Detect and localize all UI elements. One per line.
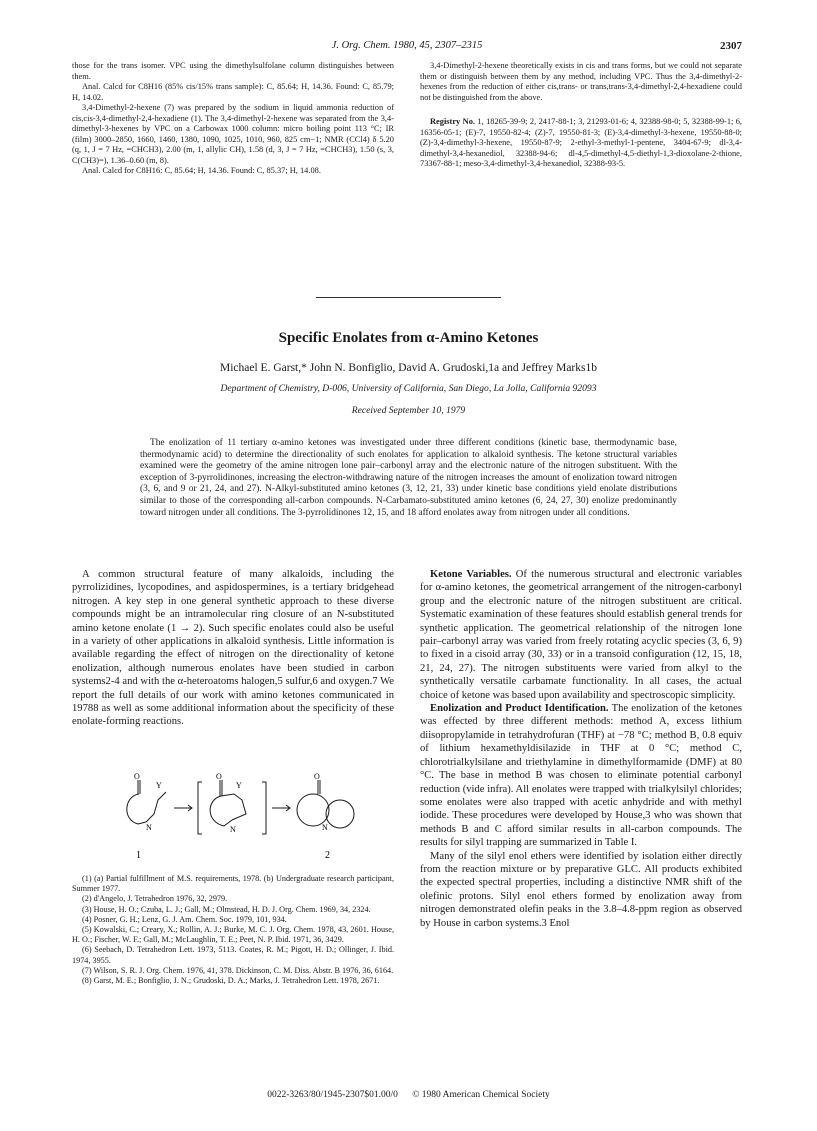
journal-citation: J. Org. Chem. 1980, 45, 2307–2315 — [331, 40, 483, 51]
article-affiliation: Department of Chemistry, D-006, University of California, San Diego, La Jolla, California 92093 — [220, 383, 597, 394]
received-date: Received September 10, 1979 — [351, 405, 466, 416]
nitrogen-label: N — [230, 825, 236, 834]
body-left-column — [72, 568, 394, 729]
ketone-variables-paragraph: Ketone Variables. Of the numerous structural and electronic variables for α-amino ketones, the geometrical arrangement of the nitrogen-carbonyl group and the electronic nature of the nitrogen substituent are critical. Systematic examination of these features should establish general trends for synthetic application. The geometrical relationship of the nitrogen lone pair–carbonyl array was varied from freely rotating acyclic species (3, 6, 9) to fixed in a cisoid array (30, 33) or in a transoid configuration (12, 15, 18, 21, 24, 27). The nitrogen substituents were varied from alkyl to the synthetically versatile carbamate functionality. In all cases, the actual choice of ketone was based upon availability and spectroscopic simplicity. — [420, 569, 743, 701]
abstract-text: The enolization of 11 tertiary α-amino ketones was investigated under three different conditions (kinetic base, thermodynamic base, thermodynamic acid) to determine the directionality of such enolates for application to alkaloid synthesis. The ketone structural variables examined were the geometry of the amine nitrogen lone pair–carbonyl array and the electronic nature of the nitrogen substituent. With the exception of 3-pyrrolidinones, increasing the electron-withdrawing nature of the nitrogen increases the amount of enolization toward nitrogen (3, 6, and 9 or 21, 24, and 27). N-Alkyl-substituted amino ketones (3, 12, 21, 33) under kinetic base conditions yield enolate distributions similar to those of the corresponding all-carbon compounds. N-Carbamato-substituted amino ketones (6, 24, 27, 30) enolize predominantly toward nitrogen under all conditions. The 3-pyrrolidinones 12, 15, and 18 afford enolates away from nitrogen under all conditions. — [140, 438, 677, 518]
registry-label: Registry No. — [430, 117, 475, 126]
footnote: (5) Kowalski, C.; Creary, X.; Rollin, A. J.; Burke, M. C. J. Org. Chem. 1978, 43, 2601. House, H. O.; Fischer, W. F.; Gall, M.; McLaughlin, T. E.; Peet, N. P. Ibid. 1971, 36, 3429. — [72, 925, 394, 945]
prev-paragraph: Anal. Calcd for C8H16: C, 85.64; H, 14.36. Found: C, 85.37; H, 14.08. — [82, 166, 321, 175]
section-heading: Ketone Variables. — [430, 569, 512, 580]
article-code: 0022-3263/80/1945-2307$01.00/0 — [267, 1090, 398, 1100]
prev-paragraph: 3,4-Dimethyl-2-hexene theoretically exists in cis and trans forms, but we could not separate them or distinguish between them by any method, including VPC. Thus the 3,4-dimethyl-2-hexenes from the reduction of either cis,trans- or trans,trans-3,4-dimethyl-2,4-hexadiene could not be distinguished from the above. — [420, 61, 742, 102]
footnotes — [72, 874, 394, 986]
article-title: Specific Enolates from α-Amino Ketones — [278, 330, 539, 346]
registry-text: 1, 18265-39-9; 2, 2417-88-1; 3, 21293-01-6; 4, 32388-98-0; 5, 32388-99-1; 6, 16356-05-1; (E)-7, 19550-82-4; (Z)-7, 19550-81-3; (E)-3,4-dimethyl-3-hexene, 19550-88-0; (Z)-3,4-dimethyl-3-hexene, 19550-87-9; 2-ethyl-3-methyl-1-pentene, 3404-67-9; dl-3,4-dimethyl-3,4-hexanediol, 32388-94-6; dl-4,5-dimethyl-4,5-diethyl-1,3-dioxolane-2-thione, 73367-88-1; meso-3,4-dimethyl-3,4-hexanediol, 32388-93-5. — [420, 117, 743, 168]
page-footer — [0, 1090, 817, 1100]
prev-article-left-column — [72, 61, 394, 177]
oxygen-label: O — [314, 772, 320, 781]
oxygen-label: O — [134, 772, 140, 781]
abstract — [140, 438, 677, 519]
footnote: (4) Posner, G. H.; Lenz, G. J. Am. Chem. Soc. 1979, 101, 934. — [82, 914, 287, 924]
article-authors: Michael E. Garst,* John N. Bonfiglio, David A. Grudoski,1a and Jeffrey Marks1b — [220, 362, 597, 374]
page-number: 2307 — [720, 40, 742, 52]
prev-paragraph: 3,4-Dimethyl-2-hexene (7) was prepared by the sodium in liquid ammonia reduction of cis,cis-3,4-dimethyl-2,4-hexadiene (1). The 3,4-dimethyl-2-hexene was separated from the 3,4-dimethyl-3-hexenes by VPC on a Carbowax 1000 column: micro boiling point 113 °C; IR (film) 3000–2850, 1660, 1460, 1380, 1090, 1025, 1010, 960, 825 cm−1; NMR (CCl4) δ 5.20 (q, 1, J = 7 Hz, =CHCH3), 2.00 (m, 1, allylic CH), 1.58 (d, 3, J = 7 Hz, =CHCH3), 1.50 (s, 3, C(CH3)=), 1.36–0.60 (m, 8). — [72, 103, 394, 165]
registry-numbers — [420, 117, 742, 170]
reaction-scheme — [110, 770, 370, 862]
footnote: (6) Seebach, D. Tetrahedron Lett. 1973, 5113. Coates, R. M.; Pigott, H. D.; Ollinger, J. Ibid. 1974, 3955. — [72, 945, 394, 965]
body-right-column — [420, 568, 742, 930]
prev-article-right-column — [420, 61, 742, 170]
y-label: Y — [156, 781, 162, 790]
prev-paragraph: Anal. Calcd for C8H16 (85% cis/15% trans sample): C, 85.64; H, 14.36. Found: C, 85.79; H, 14.02. — [72, 82, 394, 102]
intro-paragraph: A common structural feature of many alkaloids, including the pyrrolizidines, lycopodines, and aspidospermines, is a tertiary bridgehead nitrogen. A key step in one general synthetic approach to these diverse compounds might be an intramolecular ring closure of an N-substituted amino ketone enolate (1 → 2). Such specific enolates could also be useful in a variety of other applications in alkaloid synthesis. Little information is available regarding the effect of nitrogen on the directionality of ketone enolization, although numerous enolates have been studied in carbon systems2-4 and with the α-heteroatoms halogen,5 sulfur,6 and oxygen.7 We report the full details of our work with amino ketones communicated in 19788 as well as some additional information about the specificity of these enolate-forming reactions. — [72, 569, 394, 728]
footnote: (8) Garst, M. E.; Bonfiglio, J. N.; Grudoski, D. A.; Marks, J. Tetrahedron Lett. 1978, 2671. — [82, 976, 380, 986]
footnote: (7) Wilson, S. R. J. Org. Chem. 1976, 41, 378. Dickinson, C. M. Diss. Abstr. B 1976, 36, 6164. — [82, 965, 394, 975]
running-header — [72, 40, 742, 56]
y-label: Y — [236, 781, 242, 790]
prev-paragraph: those for the trans isomer. VPC using the dimethylsulfolane column distinguishes between them. — [72, 61, 394, 81]
separator-rule — [316, 297, 501, 298]
enolization-paragraph: Enolization and Product Identification. The enolization of the ketones was effected by three different methods: method A, excess lithium diisopropylamide in tetrahydrofuran (THF) at −78 °C; method B, 0.8 equiv of lithium hexamethyldisilazide in THF at 0 °C; method C, chlorotrialkylsilane and triethylamine in dimethylformamide (DMF) at 80 °C. The base in method B was chosen to eliminate potential carbonyl reduction (vide infra). All enolates were trapped with trialkylsilyl chlorides; some enolates were also trapped with acetic anhydride and with methyl iodide. These procedures were developed by House,3 who was shown that methods B and C afford similar results in all-carbon compounds. The results for silyl trapping are summarized in Table I. — [420, 703, 742, 849]
footnote: (1) (a) Partial fulfillment of M.S. requirements, 1978. (b) Undergraduate research participant, Summer 1977. — [72, 874, 394, 894]
compound-2-label: 2 — [325, 850, 330, 861]
copyright: © 1980 American Chemical Society — [412, 1090, 550, 1100]
oxygen-label: O — [216, 772, 222, 781]
nitrogen-label: N — [322, 823, 328, 832]
section-heading: Enolization and Product Identification. — [430, 703, 609, 715]
silyl-paragraph: Many of the silyl enol ethers were identified by isolation either directly from the reaction mixture or by preparative GLC. All products exhibited the expected spectral properties, including a distinctive NMR shift of the olefinic protons. Silyl enol ethers formed by enolization away from nitrogen demonstrated olefin peaks in the 3.8–4.8-ppm region as observed by House in carbon systems.3 Enol — [420, 850, 742, 929]
nitrogen-label: N — [146, 823, 152, 832]
footnote: (3) House, H. O.; Czuba, L. J.; Gall, M.; Olmstead, H. D. J. Org. Chem. 1969, 34, 2324. — [82, 904, 371, 914]
compound-1-label: 1 — [136, 850, 141, 861]
footnote: (2) d'Angelo, J. Tetrahedron 1976, 32, 2979. — [82, 894, 228, 904]
